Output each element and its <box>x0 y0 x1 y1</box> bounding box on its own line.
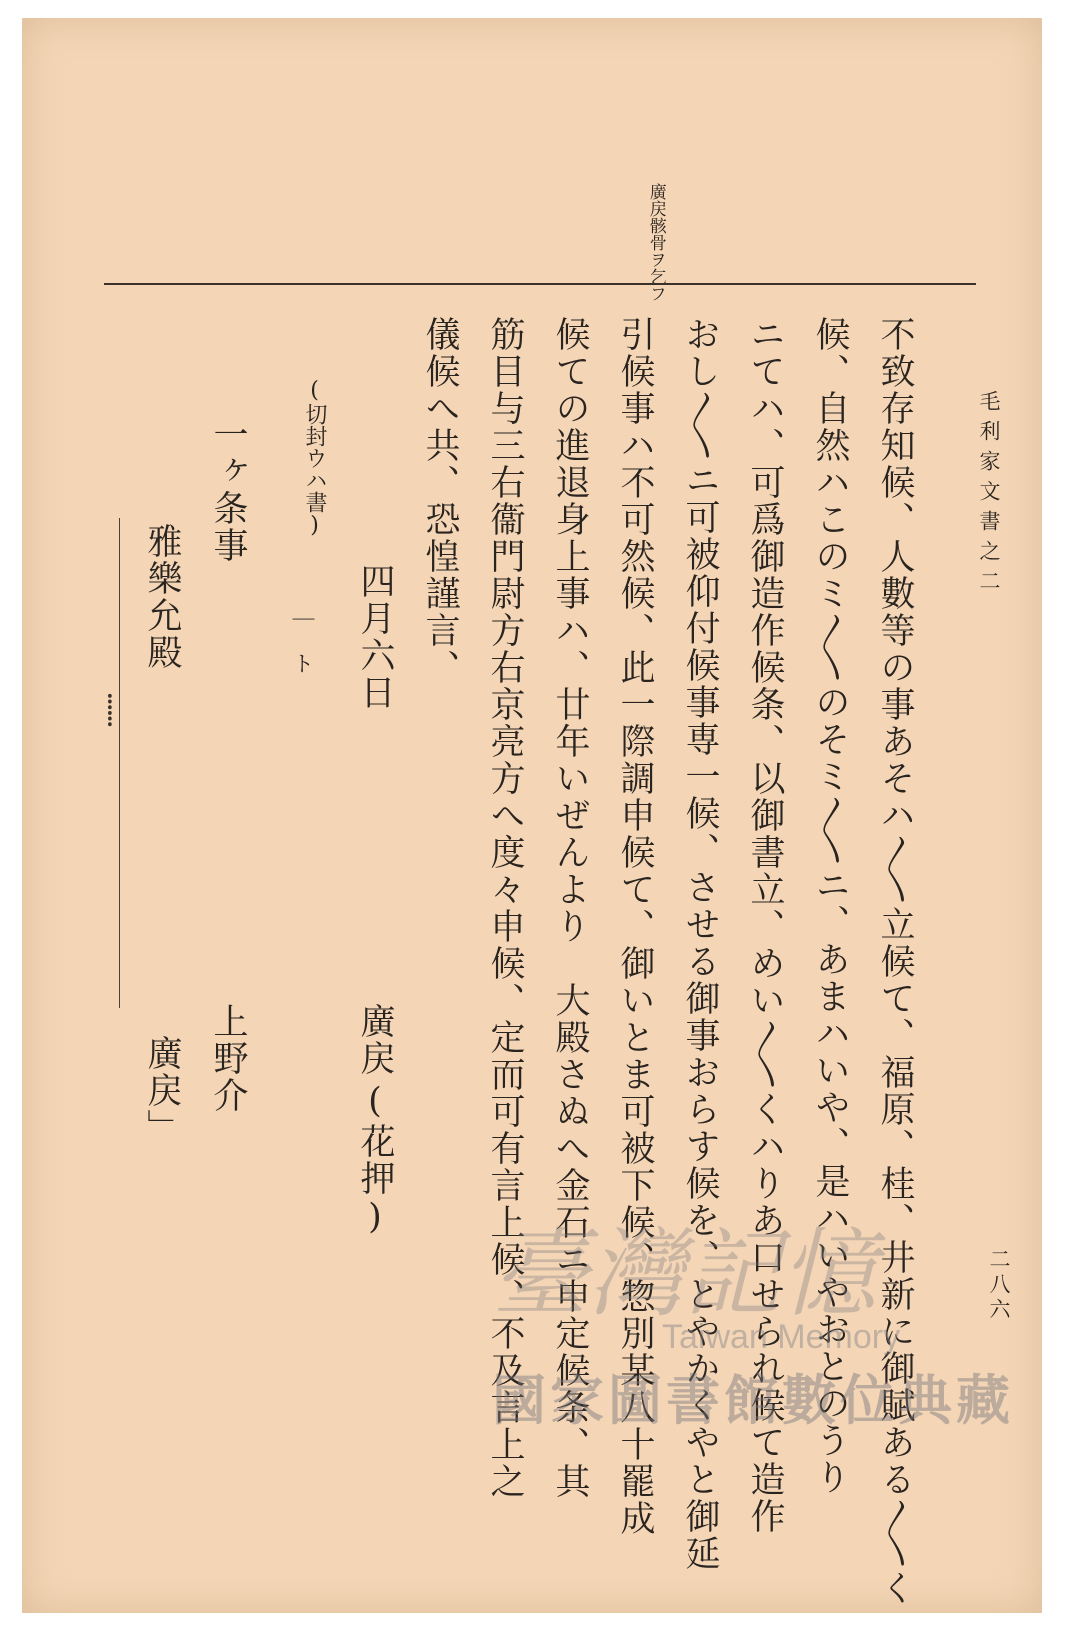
letter-line-1: 不致存知候、人數等の事あそハ〳〵立候て、福原、桂、井新に御賦ある〳〵く <box>875 316 915 1607</box>
letter-subject: 一ヶ条事 <box>208 416 248 564</box>
letter-line-5: 引候事ハ不可然候、此一際調申候て、御いとま可被下候、惣別某八十罷成 <box>615 316 655 1537</box>
header-rule <box>104 283 976 285</box>
sender-title: 上野介 <box>208 1003 248 1114</box>
sender-name: 廣戻」 <box>142 1035 182 1146</box>
margin-note: 廣戻骸骨ヲ乞フ <box>645 183 666 302</box>
closing-ornament-icon: ⸽ <box>106 693 114 728</box>
letter-line-7: 筋目与三右衞門尉方右京亮方へ度々申候、定而可有言上候、不及言上之 <box>485 316 525 1500</box>
letter-date: 四月六日 <box>355 563 395 711</box>
wrapper-marks: ｜ ト <box>289 608 314 674</box>
document-page <box>22 18 1042 1613</box>
letter-line-8: 儀候へ共、恐惶謹言、 <box>420 316 460 686</box>
wrapper-note: (切封ウハ書) <box>302 378 327 538</box>
watermark-english: Taiwan Memory <box>662 1318 901 1356</box>
letter-line-2: 候、自然ハこのミ〳〵のそミ〳〵ニ、あまハいや、是ハいやおとのうり <box>810 316 850 1496</box>
letter-line-3: ニてハ、可爲御造作候条、以御書立、めい〳〵くハりあ口せられ候て造作 <box>745 316 785 1535</box>
running-header-title: 毛利家文書之二 <box>977 390 1001 600</box>
page-number: 二八六 <box>987 1248 1011 1323</box>
addressee: 雅樂允殿 <box>142 523 182 671</box>
letter-signer: 廣戻 <box>355 1003 395 1077</box>
letter-line-4: おし〳〵ニ可被仰付候事専一候、させる御事おらす候を、とやかくやと御延 <box>680 316 720 1572</box>
watermark-org: 國家圖書館數位典藏 <box>492 1371 1014 1431</box>
letter-seal: (花押) <box>355 1081 395 1239</box>
letter-line-6: 候ての進退身上事ハ、廿年いぜんより 大殿さぬへ金石ニ申定候条、其 <box>550 316 590 1500</box>
watermark-calligraphy: 臺灣記憶 <box>492 1218 876 1330</box>
closing-rule <box>119 518 120 1008</box>
